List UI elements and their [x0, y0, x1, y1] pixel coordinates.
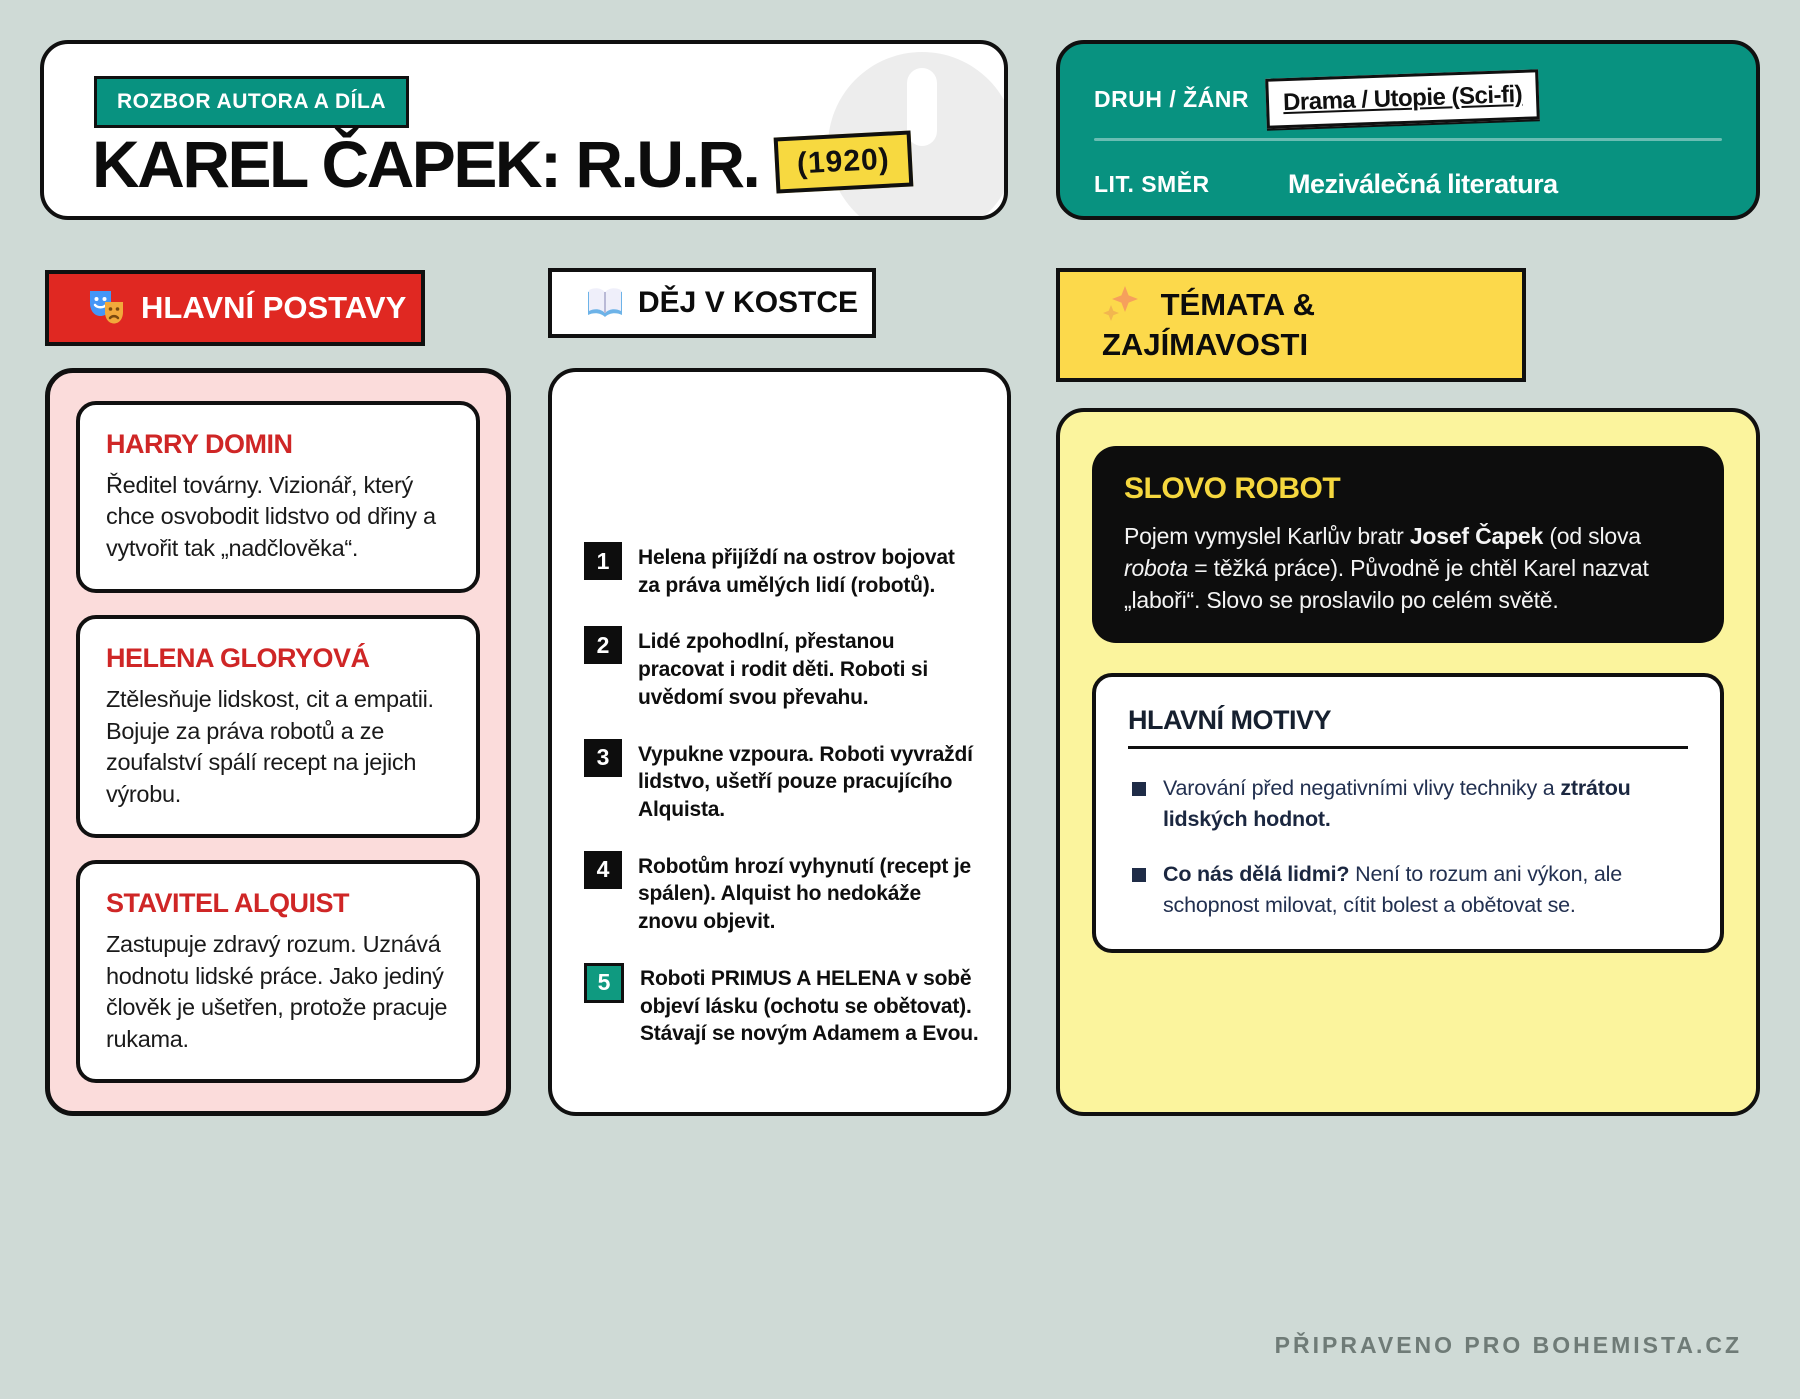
step-text: Robotům hrozí vyhynutí (recept je spálen). Alquist ho nedokáže znovu objevit. [638, 854, 971, 934]
section-title-plot: DĚJ V KOSTCE [638, 286, 859, 319]
page-title: KAREL ČAPEK: R.U.R. [92, 127, 759, 201]
robot-word-card [1092, 446, 1724, 643]
genre-label: DRUH / ŽÁNR [1094, 85, 1249, 112]
section-header-plot [548, 268, 876, 338]
step-number-badge: 4 [584, 851, 622, 889]
character-name: STAVITEL ALQUIST [106, 888, 350, 919]
motive-text: Co nás dělá lidmi? Není to rozum ani výkon, ale schopnost milovat, cítit bolest a obětovat se. [1163, 861, 1622, 918]
motive-bullet-1 [1128, 773, 1688, 835]
analysis-badge: ROZBOR AUTORA A DÍLA [94, 76, 409, 128]
character-card-alquist [76, 860, 480, 1083]
plot-step-5 [584, 963, 981, 1048]
character-card-domin [76, 401, 480, 593]
footer-credit: PŘIPRAVENO PRO BOHEMISTA.CZ [1274, 1332, 1742, 1358]
character-description: Ztělesňuje lidskost, cit a empatii. Bojuje za práva robotů a ze zoufalství spálí recept na jejich výrobu. [106, 686, 434, 807]
motive-text: Varování před negativními vlivy techniky a ztrátou lidských hodnot. [1163, 775, 1631, 831]
plot-panel [548, 368, 1011, 1116]
step-number-badge: 2 [584, 626, 622, 664]
step-text: Lidé zpohodlní, přestanou pracovat i rodit děti. Roboti si uvědomí svou převahu. [638, 630, 928, 709]
character-name: HELENA GLORYOVÁ [106, 643, 370, 674]
plot-step-3 [584, 739, 981, 824]
genre-value: Drama / Utopie (Sci-fi) [1282, 80, 1523, 117]
sparkles-icon [1102, 285, 1138, 321]
genre-value-box [1265, 69, 1540, 129]
robot-card-title: SLOVO ROBOT [1124, 472, 1341, 505]
character-description: Ředitel továrny. Vizionář, který chce osvobodit lidstvo od dřiny a vytvořit tak „nadčlověka“. [106, 472, 436, 561]
movement-value: Meziválečná literatura [1288, 168, 1558, 199]
decorative-bar [907, 68, 937, 146]
plot-step-1 [584, 542, 981, 599]
plot-step-2 [584, 626, 981, 711]
characters-panel [45, 368, 511, 1116]
robot-card-text: Pojem vymyslel Karlův bratr Josef Čapek (od slova robota = těžká práce). Původně je chtěl Karel nazvat „laboři“. Slovo se proslavilo po celém světě. [1124, 523, 1649, 614]
movement-label: LIT. SMĚR [1094, 170, 1210, 197]
meta-card [1056, 40, 1760, 220]
section-header-themes [1056, 268, 1526, 382]
character-description: Zastupuje zdravý rozum. Uznává hodnotu lidské práce. Jako jediný člověk je ušetřen, protože pracuje rukama. [106, 931, 448, 1052]
motive-bullet-2 [1128, 859, 1688, 921]
step-number-badge-highlight: 5 [584, 963, 624, 1003]
title-card [40, 40, 1008, 220]
motives-card-title: HLAVNÍ MOTIVY [1128, 705, 1688, 749]
section-title-themes: TÉMATA & ZAJÍMAVOSTI [1102, 287, 1316, 362]
step-text: Roboti PRIMUS A HELENA v sobě objeví lásku (ochotu se obětovat). Stávají se novým Adamem a Evou. [640, 966, 979, 1046]
meta-divider [1094, 138, 1722, 141]
step-number-badge: 3 [584, 739, 622, 777]
step-number-badge: 1 [584, 542, 622, 580]
movement-row [1094, 153, 1722, 215]
character-card-gloryova [76, 615, 480, 838]
genre-row [1094, 68, 1722, 130]
square-bullet-icon [1132, 868, 1146, 882]
section-header-characters [45, 270, 425, 346]
step-text: Helena přijíždí na ostrov bojovat za práva umělých lidí (robotů). [638, 546, 955, 597]
plot-step-4 [584, 851, 981, 936]
open-book-icon [586, 287, 624, 319]
section-title-characters: HLAVNÍ POSTAVY [141, 290, 407, 325]
character-name: HARRY DOMIN [106, 429, 293, 459]
themes-panel [1056, 408, 1760, 1116]
year-badge: (1920) [774, 130, 913, 193]
main-motives-card [1092, 673, 1724, 954]
square-bullet-icon [1132, 782, 1146, 796]
theater-masks-icon [87, 289, 127, 327]
step-text: Vypukne vzpoura. Roboti vyvraždí lidstvo, ušetří pouze pracujícího Alquista. [638, 742, 973, 822]
